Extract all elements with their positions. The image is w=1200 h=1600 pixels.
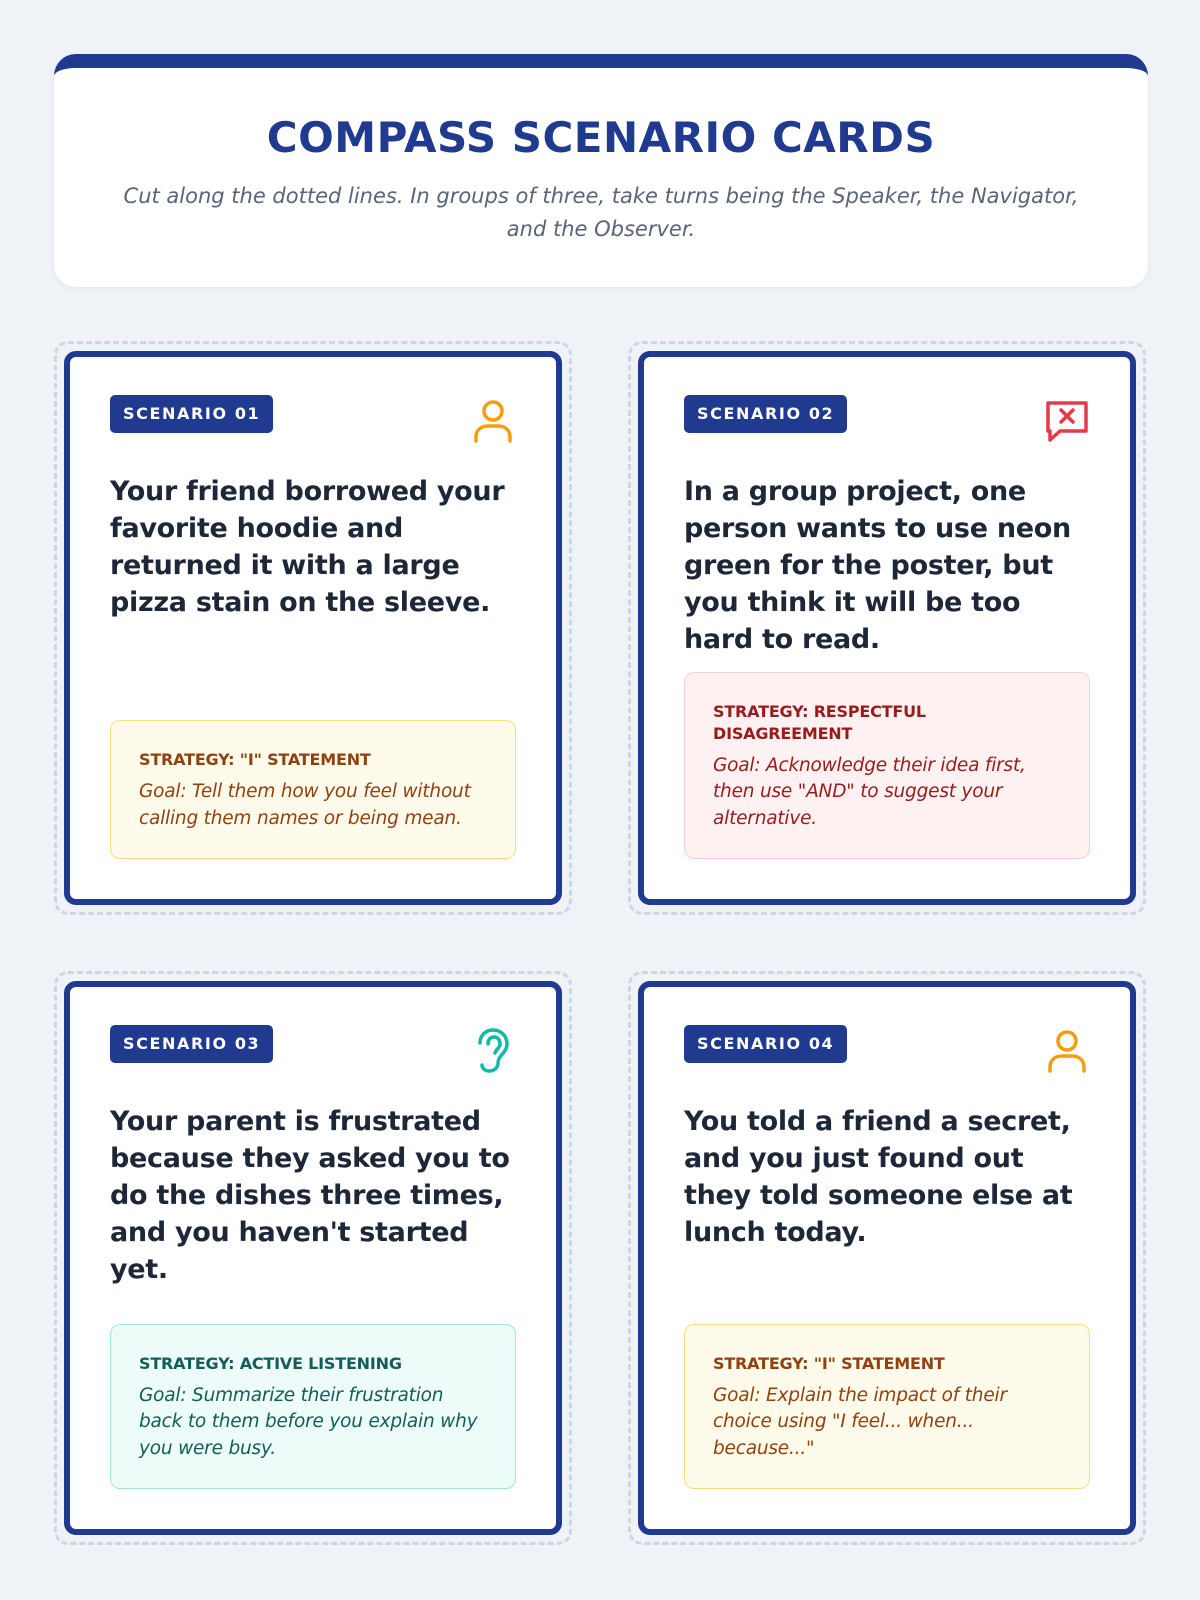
cut-line-border xyxy=(628,341,1146,915)
scenario-badge: SCENARIO 02 xyxy=(684,395,847,433)
header-card xyxy=(54,54,1148,287)
scenario-text: Your friend borrowed your favorite hoodie and returned it with a large pizza stain on the sleeve. xyxy=(110,476,505,618)
strategy-title: STRATEGY: RESPECTFUL DISAGREEMENT xyxy=(713,701,926,743)
cut-line-border xyxy=(628,971,1146,1545)
scenario-card xyxy=(638,351,1136,905)
message-x-icon xyxy=(1044,397,1090,443)
scenario-card xyxy=(64,981,562,1535)
strategy-goal: Goal: Summarize their frustration back to them before you explain why you were busy. xyxy=(139,1384,478,1459)
strategy-box xyxy=(684,672,1090,860)
strategy-box xyxy=(110,720,516,859)
strategy-goal: Goal: Tell them how you feel without calling them names or being mean. xyxy=(139,781,471,829)
page-instructions: Cut along the dotted lines. In groups of three, take turns being the Speaker, the Navigator, and the Observer. xyxy=(123,184,1079,241)
ear-icon xyxy=(470,1027,516,1073)
scenario-card xyxy=(638,981,1136,1535)
strategy-goal: Goal: Acknowledge their idea first, then use "AND" to suggest your alternative. xyxy=(713,754,1026,829)
strategy-goal: Goal: Explain the impact of their choice using "I feel... when... because..." xyxy=(713,1384,1007,1459)
cut-line-border xyxy=(54,971,572,1545)
strategy-box xyxy=(110,1324,516,1490)
cut-line-border xyxy=(54,341,572,915)
scenario-text: Your parent is frustrated because they asked you to do the dishes three times, and you haven't started yet. xyxy=(110,1106,510,1285)
scenario-text: In a group project, one person wants to use neon green for the poster, but you think it will be too hard to read. xyxy=(684,476,1071,655)
strategy-title: STRATEGY: ACTIVE LISTENING xyxy=(139,1353,402,1373)
scenario-badge: SCENARIO 03 xyxy=(110,1025,273,1063)
scenario-card xyxy=(64,351,562,905)
scenario-badge: SCENARIO 04 xyxy=(684,1025,847,1063)
scenario-text: You told a friend a secret, and you just found out they told someone else at lunch today. xyxy=(684,1106,1073,1248)
person-icon xyxy=(1044,1027,1090,1073)
scenario-badge: SCENARIO 01 xyxy=(110,395,273,433)
strategy-box xyxy=(684,1324,1090,1490)
strategy-title: STRATEGY: "I" STATEMENT xyxy=(139,750,371,769)
page-title: COMPASS SCENARIO CARDS xyxy=(266,113,936,162)
person-icon xyxy=(470,397,516,443)
strategy-title: STRATEGY: "I" STATEMENT xyxy=(713,1353,945,1373)
